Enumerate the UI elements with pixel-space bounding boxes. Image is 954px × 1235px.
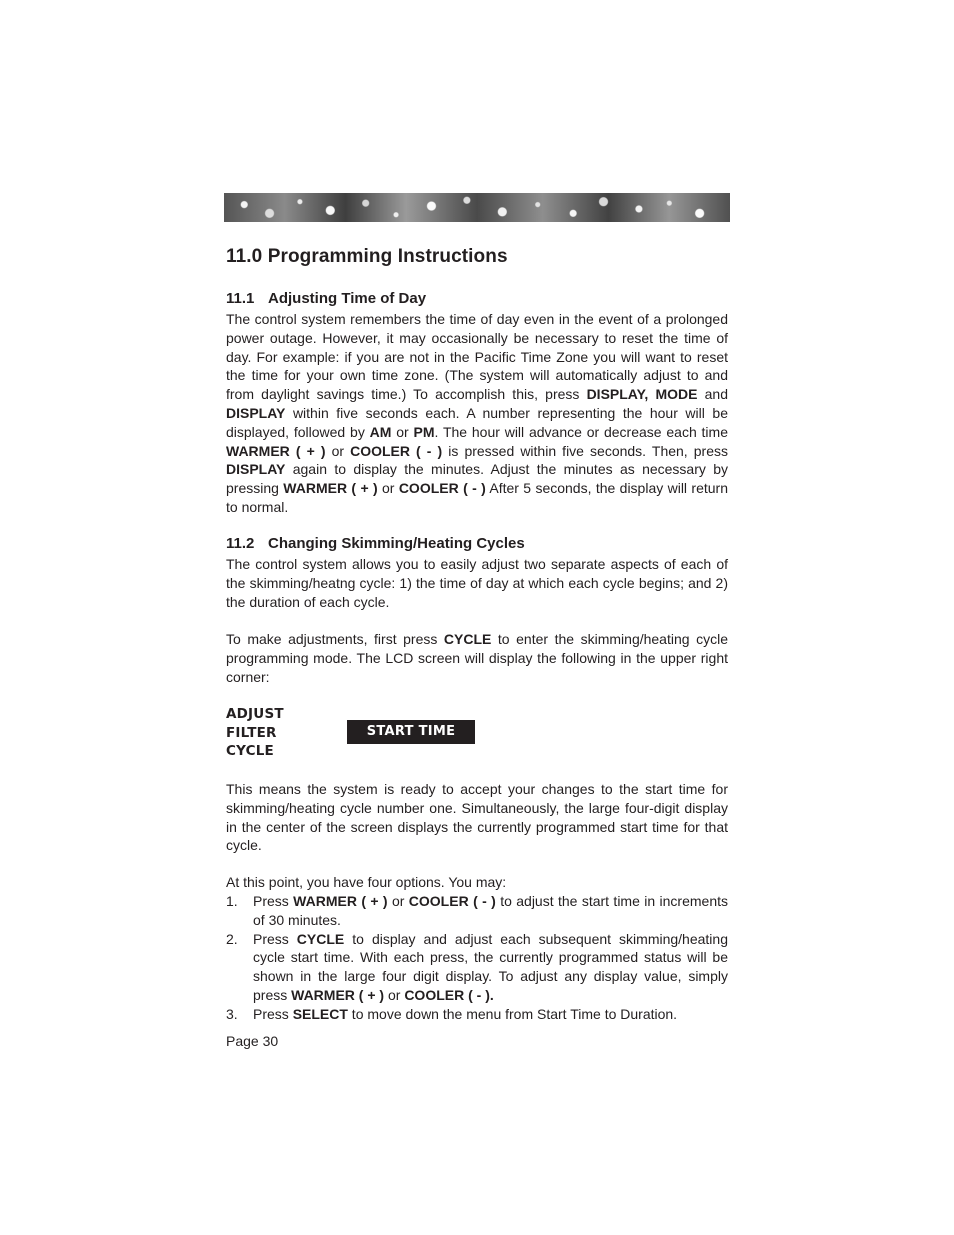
adjustments-paragraph: To make adjustments, first press CYCLE to enter the skimming/heating cycle programming mode. The LCD screen will display the following in the upper right corner: (226, 631, 728, 685)
list-item (226, 892, 728, 930)
bold-term: CYCLE (296, 930, 345, 947)
bold-term: COOLER ( - ) (398, 480, 486, 497)
bold-term: COOLER ( - ). (404, 986, 494, 1003)
bold-term: COOLER ( - ) (350, 442, 443, 459)
list-number: 1. (226, 893, 238, 909)
meaning-paragraph: This means the system is ready to accept your changes to the start time for skimming/heating cycle number one. Simultaneously, the large four-digit display in the center of the screen displays the currently programmed start time for that cycle. (226, 781, 728, 854)
subsection-heading-cycles (226, 535, 525, 552)
bold-term: DISPLAY (226, 461, 286, 478)
page-number: Page 30 (226, 1033, 279, 1049)
lcd-adjust-filter-cycle-label (226, 705, 284, 761)
subsection-number: 11.1 (226, 290, 255, 307)
list-item-text: Press CYCLE to display and adjust each subsequent skimming/heating cycle start time. With each press, the currently programmed status will be shown in the large four digit display. To adjust any display value, simply press WARMER ( + ) or COOLER ( - ). (253, 930, 728, 1003)
bold-term: DISPLAY, MODE (586, 386, 698, 403)
bold-term: SELECT (292, 1005, 348, 1022)
options-list (226, 892, 728, 1024)
lcd-start-time-indicator: START TIME (347, 720, 475, 744)
bold-term: DISPLAY (226, 404, 286, 421)
list-item-text: Press SELECT to move down the menu from Start Time to Duration. (253, 1005, 678, 1022)
options-intro-paragraph: At this point, you have four options. You may: (226, 874, 507, 890)
cycles-intro-paragraph: The control system allows you to easily adjust two separate aspects of each of the skimming/heatng cycle: 1) the time of day at which each cycle begins; and 2) the duration of each cycle. (226, 556, 728, 610)
time-of-day-paragraph: The control system remembers the time of day even in the event of a prolonged power outage. However, it may occasionally be necessary to reset the time of day. For example: if you are not in the Pacific Time Zone you will want to reset the time for your own time zone. (The system will automatically adjust to and from daylight savings time.) To accomplish this, press DISPLAY, MODE and DISPLAY within five seconds each. A number representing the hour will be displayed, followed by AM or PM. The hour will advance or decrease each time WARMER ( + ) or COOLER ( - ) is pressed within five seconds. Then, press DISPLAY again to display the minutes. Adjust the minutes as necessary by pressing WARMER ( + ) or COOLER ( - ) After 5 seconds, the display will return to normal. (226, 311, 728, 515)
bold-term: CYCLE (443, 631, 492, 647)
subsection-number: 11.2 (226, 535, 255, 552)
lcd-line: FILTER (226, 724, 277, 741)
subsection-title: Adjusting Time of Day (268, 290, 427, 307)
bold-term: WARMER ( + ) (293, 893, 388, 909)
section-title: 11.0 Programming Instructions (226, 246, 508, 267)
decorative-banner (224, 193, 730, 222)
subsection-heading-time-of-day (226, 290, 426, 307)
list-item (226, 1005, 728, 1024)
list-number: 2. (226, 930, 238, 947)
bold-term: WARMER ( + ) (283, 480, 378, 497)
list-item (226, 930, 728, 1005)
bold-term: PM (413, 423, 435, 440)
bold-term: COOLER ( - ) (408, 893, 496, 909)
lcd-line: CYCLE (226, 743, 274, 760)
bold-term: WARMER ( + ) (226, 442, 326, 459)
list-number: 3. (226, 1005, 238, 1022)
list-item-text: Press WARMER ( + ) or COOLER ( - ) to adjust the start time in increments of 30 minutes. (253, 893, 728, 928)
bold-term: AM (369, 423, 392, 440)
subsection-title: Changing Skimming/Heating Cycles (268, 535, 525, 552)
lcd-line: ADJUST (226, 706, 284, 722)
bold-term: WARMER ( + ) (291, 986, 385, 1003)
